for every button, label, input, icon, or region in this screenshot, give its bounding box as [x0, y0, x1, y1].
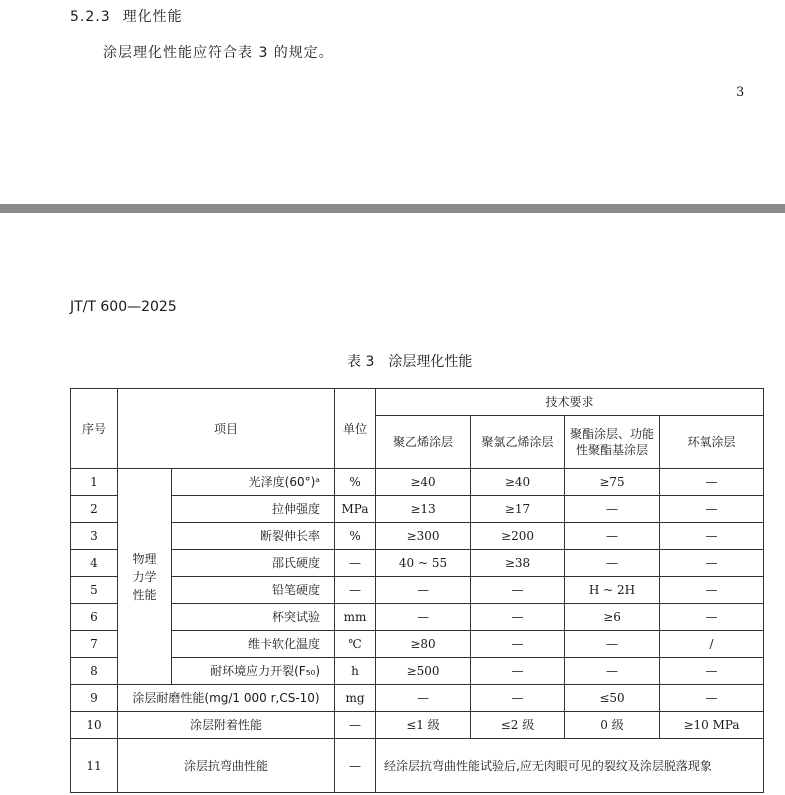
table-row [71, 658, 764, 685]
cell-value: — [660, 523, 764, 550]
cell-no: 3 [71, 523, 118, 550]
cell-value: ≥40 [471, 469, 565, 496]
table-row [71, 604, 764, 631]
cell-value: — [565, 496, 660, 523]
cell-value: — [565, 658, 660, 685]
cell-unit: ℃ [335, 631, 376, 658]
cell-unit: MPa [335, 496, 376, 523]
cell-value: — [471, 631, 565, 658]
cell-value: ≥300 [376, 523, 471, 550]
cell-value: ≤50 [565, 685, 660, 712]
cell-merged-requirement: 经涂层抗弯曲性能试验后,应无肉眼可见的裂纹及涂层脱落现象 [376, 739, 764, 793]
cell-no: 5 [71, 577, 118, 604]
cell-value: — [565, 523, 660, 550]
header-unit: 单位 [335, 389, 376, 469]
cell-value: — [660, 685, 764, 712]
cell-value: ≥6 [565, 604, 660, 631]
cell-value: — [660, 496, 764, 523]
table-row [71, 712, 764, 739]
table-row [71, 577, 764, 604]
cell-value: ≥80 [376, 631, 471, 658]
cell-value: — [565, 631, 660, 658]
cell-value: — [471, 658, 565, 685]
cell-unit: % [335, 469, 376, 496]
cell-unit: % [335, 523, 376, 550]
cell-unit: h [335, 658, 376, 685]
section-title: 理化性能 [122, 9, 183, 25]
cell-unit: — [335, 577, 376, 604]
table-row [71, 685, 764, 712]
cell-unit: mm [335, 604, 376, 631]
header-type-polyester: 聚酯涂层、功能性聚酯基涂层 [565, 416, 660, 469]
header-type-epoxy: 环氧涂层 [660, 416, 764, 469]
cell-value: ≥13 [376, 496, 471, 523]
cell-value: — [660, 469, 764, 496]
cell-no: 1 [71, 469, 118, 496]
table-row [71, 631, 764, 658]
cell-value: — [376, 577, 471, 604]
cell-value: — [660, 577, 764, 604]
header-seq: 序号 [71, 389, 118, 469]
cell-value: — [471, 685, 565, 712]
header-type-pvc: 聚氯乙烯涂层 [471, 416, 565, 469]
properties-table [70, 388, 764, 793]
cell-no: 4 [71, 550, 118, 577]
cell-value: H ~ 2H [565, 577, 660, 604]
header-tech-req: 技术要求 [376, 389, 764, 416]
header-type-pe: 聚乙烯涂层 [376, 416, 471, 469]
table-row [71, 523, 764, 550]
cell-value: 0 级 [565, 712, 660, 739]
table-row [71, 496, 764, 523]
cell-no: 2 [71, 496, 118, 523]
cell-value: — [376, 604, 471, 631]
cell-no: 9 [71, 685, 118, 712]
cell-value: — [471, 577, 565, 604]
cell-item: 耐环境应力开裂(F₅₀) [172, 658, 335, 685]
table-title: 涂层理化性能 [388, 354, 473, 370]
header-item: 项目 [118, 389, 335, 469]
cell-value: 40 ~ 55 [376, 550, 471, 577]
section-number: 5.2.3 [70, 9, 111, 25]
cell-item: 光泽度(60°)ᵃ [172, 469, 335, 496]
cell-value: — [565, 550, 660, 577]
table-caption [347, 351, 472, 371]
cell-value: — [660, 550, 764, 577]
cell-unit: mg [335, 685, 376, 712]
table-label: 表 3 [347, 354, 375, 370]
group-label: 物理力学性能 [118, 469, 172, 685]
cell-unit: — [335, 712, 376, 739]
cell-no: 6 [71, 604, 118, 631]
cell-value: ≥40 [376, 469, 471, 496]
cell-item: 涂层附着性能 [118, 712, 335, 739]
cell-value: ≥75 [565, 469, 660, 496]
body-paragraph: 涂层理化性能应符合表 3 的规定。 [103, 45, 334, 61]
page-divider [0, 204, 785, 213]
cell-value: ≥38 [471, 550, 565, 577]
cell-no: 8 [71, 658, 118, 685]
cell-value: — [660, 604, 764, 631]
cell-value: ≥17 [471, 496, 565, 523]
standard-id: JT/T 600—2025 [70, 299, 177, 315]
cell-value: ≥200 [471, 523, 565, 550]
cell-value: ≥500 [376, 658, 471, 685]
cell-value: ≥10 MPa [660, 712, 764, 739]
cell-item: 铅笔硬度 [172, 577, 335, 604]
cell-unit: — [335, 550, 376, 577]
cell-item: 邵氏硬度 [172, 550, 335, 577]
cell-value: — [376, 685, 471, 712]
cell-value: ≤2 级 [471, 712, 565, 739]
cell-item: 涂层耐磨性能(mg/1 000 r,CS-10) [118, 685, 335, 712]
cell-item: 涂层抗弯曲性能 [118, 739, 335, 793]
cell-item: 拉伸强度 [172, 496, 335, 523]
cell-value: / [660, 631, 764, 658]
page-number: 3 [736, 85, 745, 100]
table-row [71, 550, 764, 577]
cell-item: 维卡软化温度 [172, 631, 335, 658]
cell-no: 11 [71, 739, 118, 793]
cell-no: 10 [71, 712, 118, 739]
cell-value: — [660, 658, 764, 685]
table-row [71, 739, 764, 793]
section-heading [70, 6, 183, 26]
cell-unit: — [335, 739, 376, 793]
cell-no: 7 [71, 631, 118, 658]
cell-value: ≤1 级 [376, 712, 471, 739]
table-row [71, 469, 764, 496]
cell-item: 断裂伸长率 [172, 523, 335, 550]
cell-item: 杯突试验 [172, 604, 335, 631]
cell-value: — [471, 604, 565, 631]
